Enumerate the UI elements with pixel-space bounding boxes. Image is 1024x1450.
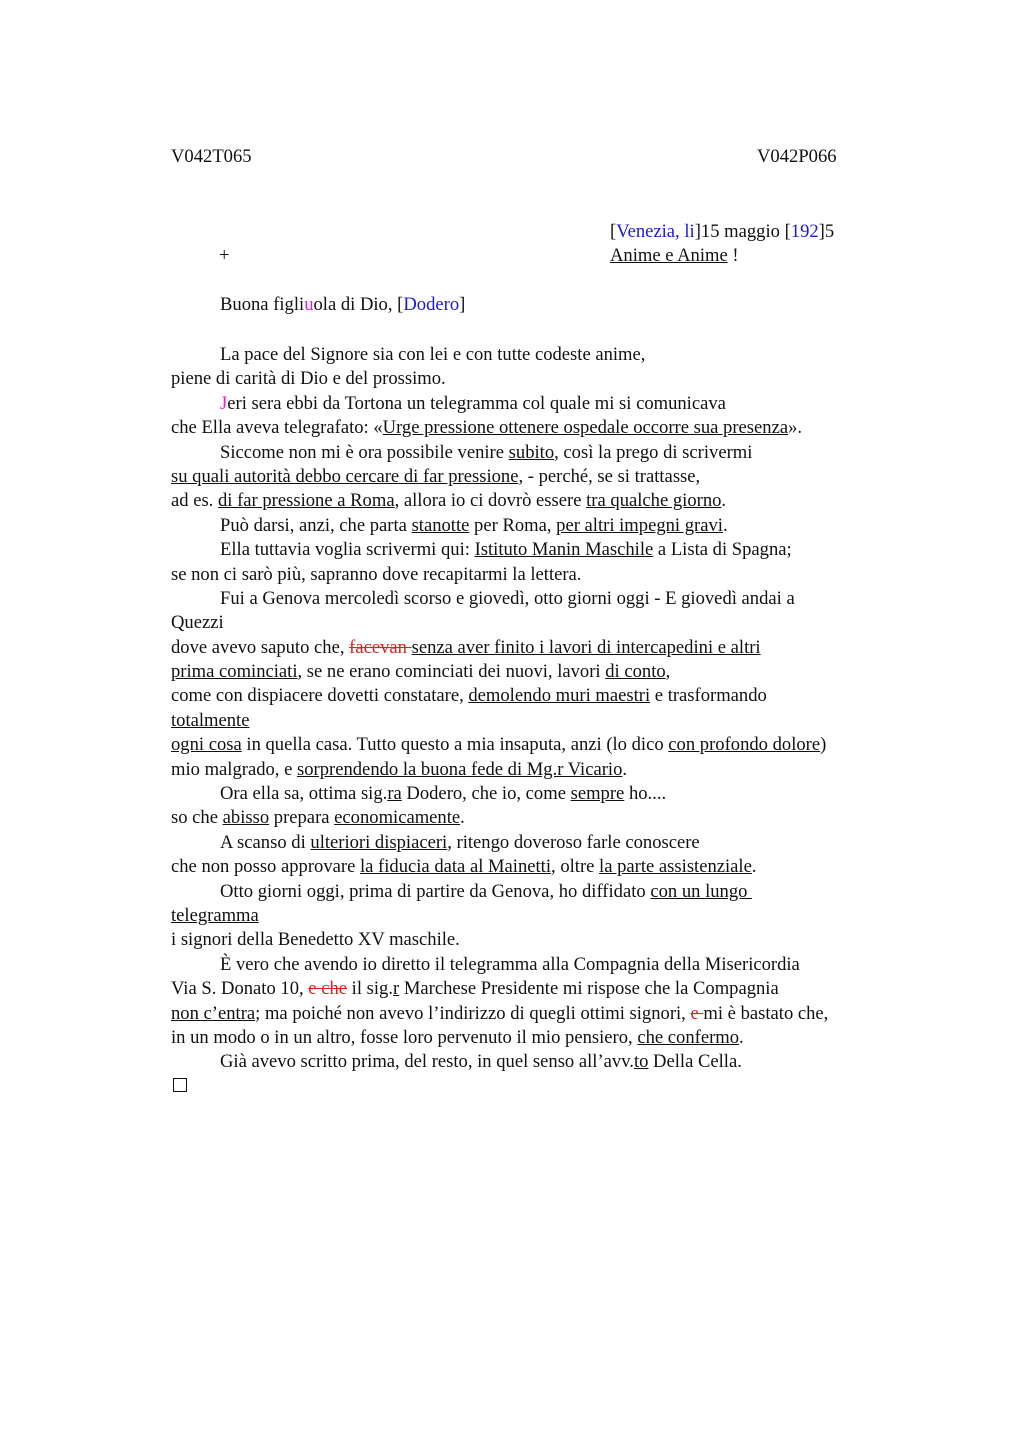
- text-line: mio malgrado, e sorprendendo la buona fede di Mg.r Vicario.: [171, 758, 628, 780]
- letter-body: [171, 343, 911, 1075]
- place-editorial: Venezia, li: [616, 221, 695, 242]
- deleted-text: e che: [308, 978, 348, 1000]
- text-line: Fui a Genova mercoledì scorso e giovedì, otto giorni oggi - E giovedì andai a: [220, 587, 795, 609]
- text-line: come con dispiacere dovetti constatare, demolendo muri maestri e trasformando: [171, 685, 767, 707]
- document-code-left: V042T065: [171, 146, 252, 167]
- salutation: Buona figliuola di Dio, [Dodero]: [220, 294, 466, 315]
- text-line: A scanso di ulteriori dispiaceri, ritengo doveroso farle conoscere: [220, 831, 700, 853]
- text-line: Può darsi, anzi, che parta stanotte per Roma, per altri impegni gravi.: [220, 514, 728, 536]
- text-line: non c’entra; ma poiché non avevo l’indirizzo di quegli ottimi signori, e mi è bastato che,: [171, 1002, 829, 1024]
- motto: Anime e Anime !: [610, 245, 739, 266]
- text-line: se non ci sarò più, sapranno dove recapitarmi la lettera.: [171, 563, 582, 585]
- text-line: Già avevo scritto prima, del resto, in quel senso all’avv.to Della Cella.: [220, 1051, 742, 1073]
- text-line: Ella tuttavia voglia scrivermi qui: Istituto Manin Maschile a Lista di Spagna;: [220, 539, 792, 561]
- text-line: piene di carità di Dio e del prossimo.: [171, 368, 446, 390]
- recipient-editorial: Dodero: [403, 294, 460, 315]
- text-line: Siccome non mi è ora possibile venire subito, così la prego di scrivermi: [220, 441, 753, 463]
- text-line: prima cominciati, se ne erano cominciati dei nuovi, lavori di conto,: [171, 661, 671, 683]
- date-line: [Venezia, li]15 maggio [192]5: [610, 221, 835, 242]
- text-line: Quezzi: [171, 612, 224, 634]
- cross-mark: +: [219, 245, 230, 266]
- text-line: che Ella aveva telegrafato: «Urge pressione ottenere ospedale occorre sua presenza».: [171, 417, 803, 439]
- text-line: su quali autorità debbo cercare di far pressione, - perché, se si trattasse,: [171, 465, 701, 487]
- box-icon: [173, 1078, 187, 1092]
- text-line: Ora ella sa, ottima sig.ra Dodero, che io, come sempre ho....: [220, 783, 667, 805]
- text-line: Via S. Donato 10, e che il sig.r Marchese Presidente mi rispose che la Compagnia: [171, 978, 779, 1000]
- text-line: La pace del Signore sia con lei e con tutte codeste anime,: [220, 344, 646, 365]
- document-code-right: V042P066: [757, 146, 837, 167]
- deleted-text: e: [690, 1002, 704, 1024]
- text-line: È vero che avendo io diretto il telegramma alla Compagnia della Misericordia: [220, 953, 800, 975]
- text-line: in un modo o in un altro, fosse loro pervenuto il mio pensiero, che confermo.: [171, 1026, 744, 1048]
- text-line: ogni cosa in quella casa. Tutto questo a mia insaputa, anzi (lo dico con profondo dolore): [171, 734, 827, 756]
- text-line: dove avevo saputo che, facevan senza aver finito i lavori di intercapedini e altri: [171, 636, 761, 658]
- text-line: totalmente: [171, 709, 250, 731]
- year-editorial: 192: [790, 221, 819, 242]
- text-line: ad es. di far pressione a Roma, allora io ci dovrò essere tra qualche giorno.: [171, 490, 727, 512]
- text-line: telegramma: [171, 904, 259, 926]
- text-line: che non posso approvare la fiducia data al Mainetti, oltre la parte assistenziale.: [171, 856, 757, 878]
- text-line: Jeri sera ebbi da Tortona un telegramma col quale mi si comunicava: [220, 392, 726, 414]
- text-line: i signori della Benedetto XV maschile.: [171, 929, 460, 951]
- text-line: Otto giorni oggi, prima di partire da Genova, ho diffidato con un lungo: [220, 880, 753, 902]
- deleted-text: facevan: [349, 636, 412, 658]
- text-line: so che abisso prepara economicamente.: [171, 807, 465, 829]
